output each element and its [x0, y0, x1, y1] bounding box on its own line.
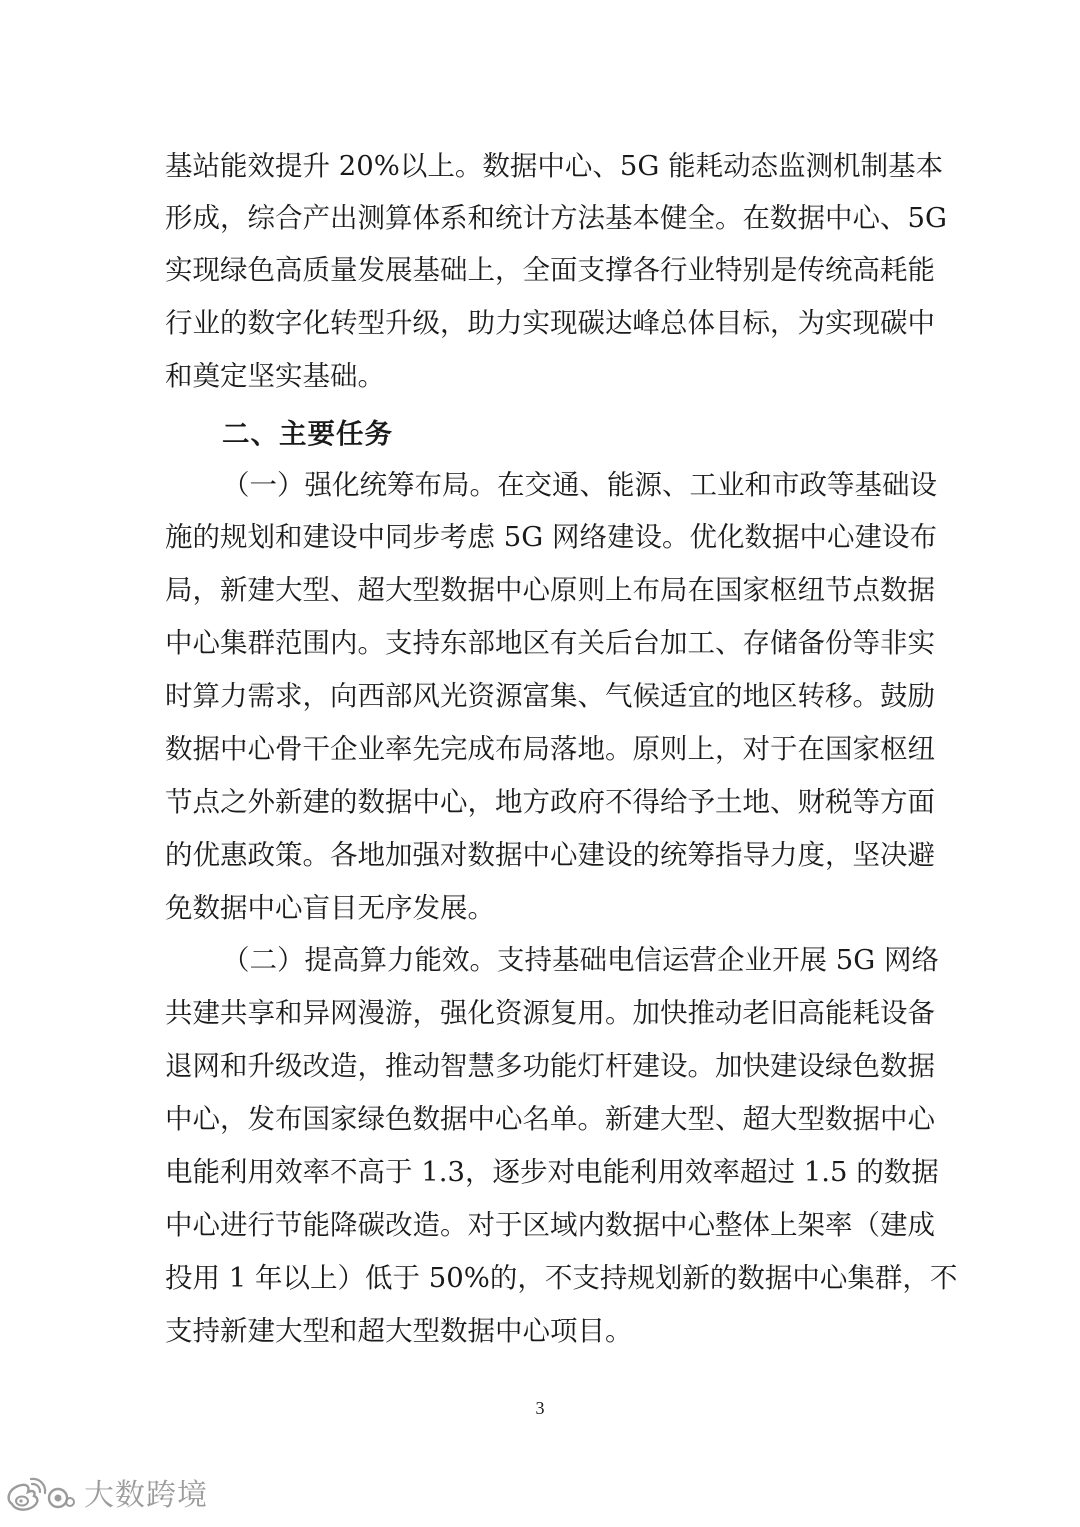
text-line: 行业的数字化转型升级，助力实现碳达峰总体目标，为实现碳中 — [165, 307, 935, 339]
page-number: 3 — [535, 1398, 545, 1418]
text-line: 退网和升级改造，推动智慧多功能灯杆建设。加快建设绿色数据 — [165, 1050, 935, 1082]
text-line: 中心，发布国家绿色数据中心名单。新建大型、超大型数据中心 — [165, 1103, 935, 1135]
text-line: 施的规划和建设中同步考虑 5G 网络建设。优化数据中心建设布 — [165, 521, 937, 553]
text-line: （一）强化统筹布局。在交通、能源、工业和市政等基础设 — [222, 469, 937, 501]
text-line: 局，新建大型、超大型数据中心原则上布局在国家枢纽节点数据 — [165, 574, 935, 606]
text-line: 实现绿色高质量发展基础上，全面支撑各行业特别是传统高耗能 — [165, 254, 935, 286]
text-line: 形成，综合产出测算体系和统计方法基本健全。在数据中心、5G — [165, 202, 947, 234]
text-line: 支持新建大型和超大型数据中心项目。 — [165, 1315, 633, 1347]
text-line: 投用 1 年以上）低于 50%的，不支持规划新的数据中心集群，不 — [165, 1262, 958, 1294]
text-line: 中心集群范围内。支持东部地区有关后台加工、存储备份等非实 — [165, 627, 935, 659]
text-line: 免数据中心盲目无序发展。 — [165, 892, 495, 924]
watermark — [2, 1474, 208, 1518]
text-line: 共建共享和异网漫游，强化资源复用。加快推动老旧高能耗设备 — [165, 997, 935, 1029]
watermark-text: 大数跨境 — [84, 1478, 208, 1513]
text-line: （二）提高算力能效。支持基础电信运营企业开展 5G 网络 — [222, 944, 939, 976]
text-line: 的优惠政策。各地加强对数据中心建设的统筹指导力度，坚决避 — [165, 839, 935, 871]
text-line: 节点之外新建的数据中心，地方政府不得给予土地、财税等方面 — [165, 786, 935, 818]
text-line: 电能利用效率不高于 1.3，逐步对电能利用效率超过 1.5 的数据 — [165, 1156, 939, 1188]
text-line: 和奠定坚实基础。 — [165, 360, 385, 392]
text-line: 基站能效提升 20%以上。数据中心、5G 能耗动态监测机制基本 — [165, 150, 944, 182]
text-line: 时算力需求，向西部风光资源富集、气候适宜的地区转移。鼓励 — [165, 680, 935, 712]
section-heading: 二、主要任务 — [222, 418, 393, 450]
text-line: 中心进行节能降碳改造。对于区域内数据中心整体上架率（建成 — [165, 1209, 935, 1241]
text-line: 数据中心骨干企业率先完成布局落地。原则上，对于在国家枢纽 — [165, 733, 935, 765]
weibo-logo-icon — [2, 1476, 78, 1516]
